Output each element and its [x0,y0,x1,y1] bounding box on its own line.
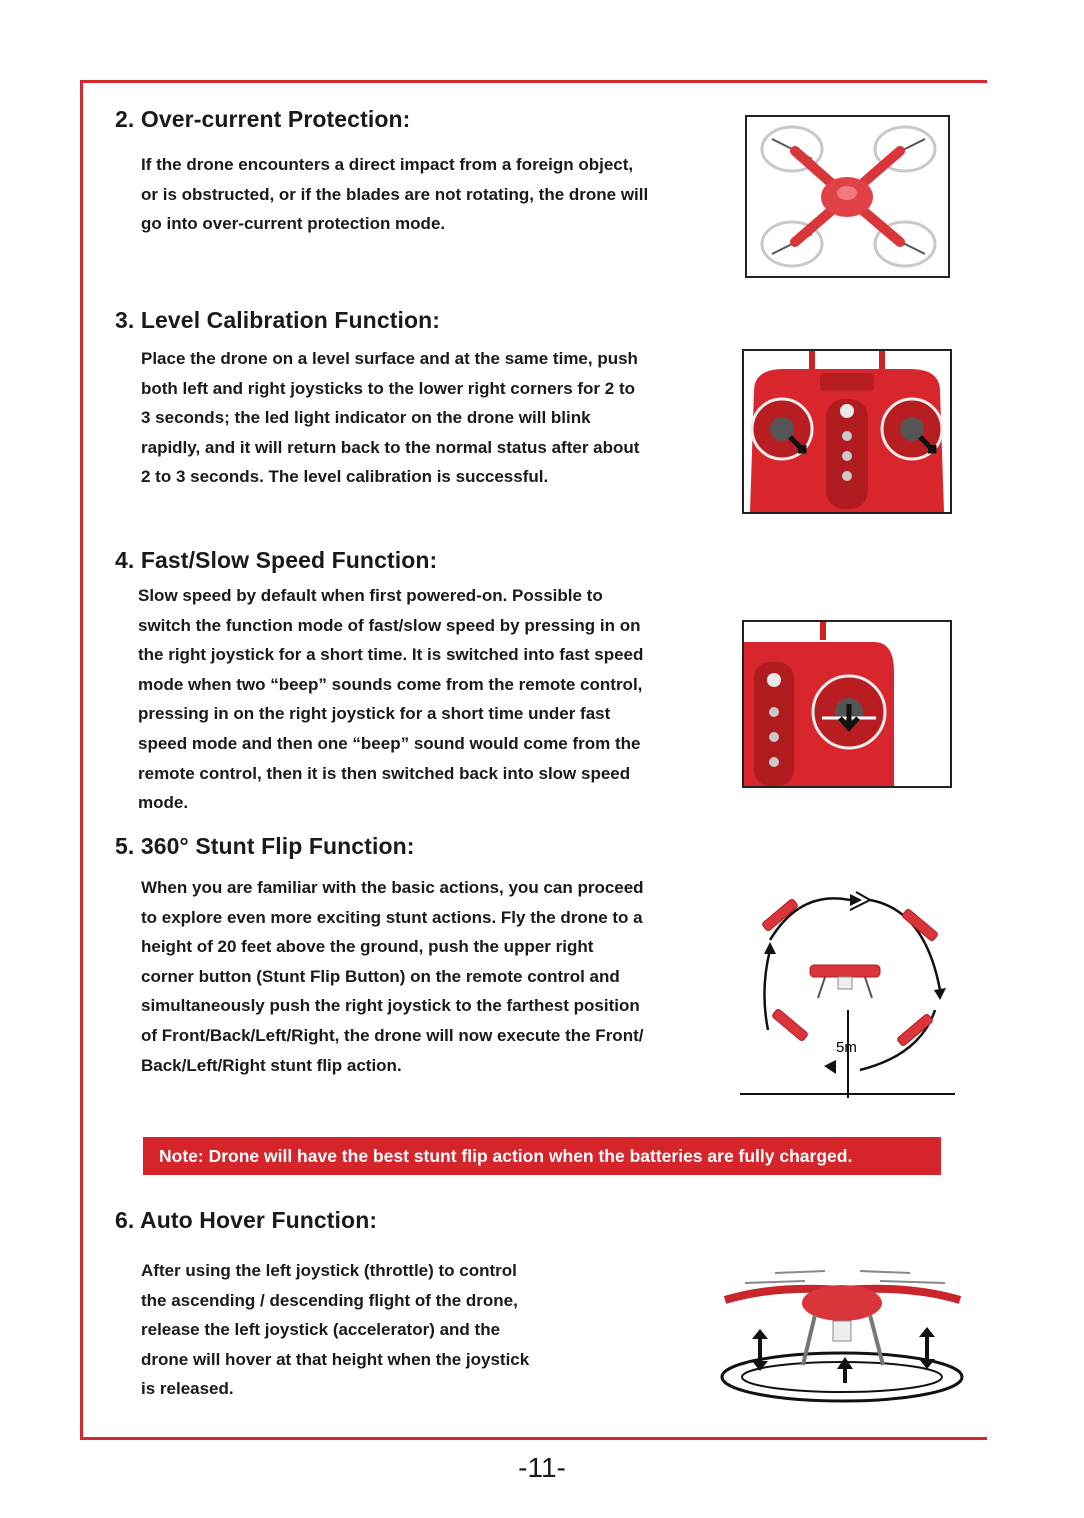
body-line: the right joystick for a short time. It is switched into fast speed [138,645,644,665]
body-line: remote control, then it is then switched back into slow speed [138,763,631,783]
body-line: height of 20 feet above the ground, push the upper right [141,937,594,957]
section-body [141,1256,529,1404]
body-line: If the drone encounters a direct impact from a foreign object, [141,155,634,174]
section-body [141,344,639,492]
body-line: speed mode and then one “beep” sound would come from the [138,733,641,753]
body-line: to explore even more exciting stunt actions. Fly the drone to a [141,907,643,927]
section-body [138,581,643,818]
note-banner: Note: Drone will have the best stunt flip action when the batteries are fully charged. [143,1137,941,1175]
body-line: When you are familiar with the basic actions, you can proceed [141,878,644,897]
section-title: 2. Over-current Protection: [115,106,411,132]
section-stunt-flip [115,833,415,860]
body-line: release the left joystick (accelerator) and the [141,1320,501,1340]
section-fast-slow-speed [115,547,437,574]
section-auto-hover [115,1207,377,1234]
body-line: is released. [141,1379,234,1399]
section-level-calibration [115,307,440,334]
body-line: drone will hover at that height when the joystick [141,1349,530,1369]
body-line: of Front/Back/Left/Right, the drone will now execute the Front/ [141,1025,644,1045]
body-line: both left and right joysticks to the lower right corners for 2 to [141,378,635,398]
section-title: 5. 360° Stunt Flip Function: [115,833,415,859]
body-line: Place the drone on a level surface and at the same time, push [141,349,638,368]
body-line: or is obstructed, or if the blades are not rotating, the drone will [141,184,649,204]
body-line: 2 to 3 seconds. The level calibration is successful. [141,467,549,487]
drone-top-view-image [745,115,950,278]
section-over-current [115,106,410,133]
body-line: After using the left joystick (throttle) to control [141,1261,517,1280]
remote-joystick-press-image [742,620,952,788]
body-line: switch the function mode of fast/slow speed by pressing in on [138,615,641,635]
auto-hover-drone-image [715,1255,970,1410]
remote-control-image [742,349,952,514]
body-line: 3 seconds; the led light indicator on the drone will blink [141,408,591,428]
body-line: mode when two “beep” sounds come from the remote control, [138,674,643,694]
section-title: 6. Auto Hover Function: [115,1207,378,1233]
body-line: rapidly, and it will return back to the normal status after about [141,437,640,457]
page-number: -11- [518,1452,566,1483]
body-line: Slow speed by default when first powered-on. Possible to [138,586,603,605]
stunt-flip-diagram [740,880,955,1098]
body-line: go into over-current protection mode. [141,214,446,234]
body-line: pressing in on the right joystick for a short time under fast [138,704,611,724]
section-body [141,873,644,1080]
body-line: mode. [138,793,189,813]
section-title: 4. Fast/Slow Speed Function: [115,547,438,573]
body-line: corner button (Stunt Flip Button) on the remote control and [141,966,620,986]
body-line: simultaneously push the right joystick to the farthest position [141,996,640,1016]
body-line: the ascending / descending flight of the drone, [141,1290,518,1310]
body-line: Back/Left/Right stunt flip action. [141,1055,402,1075]
section-title: 3. Level Calibration Function: [115,307,441,333]
flip-height-label: 5m [836,1039,857,1056]
section-body [141,150,648,239]
